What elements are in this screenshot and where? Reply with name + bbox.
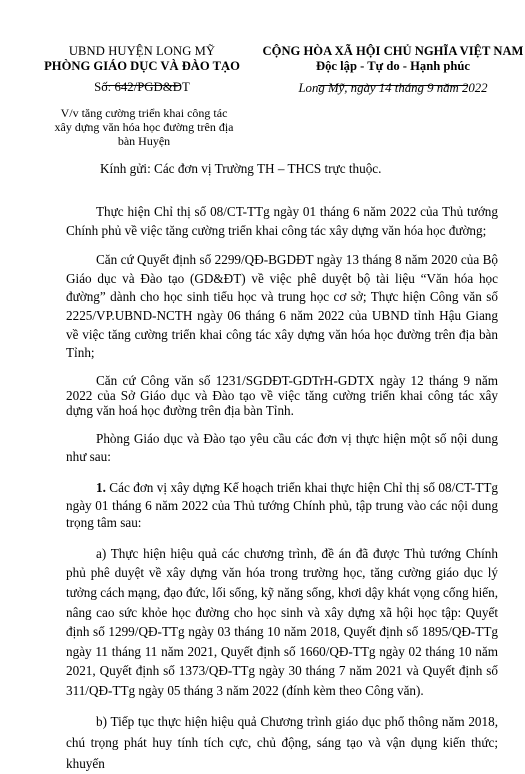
item-number: 1. [96, 479, 106, 495]
paragraph-item-b: b) Tiếp tục thực hiện hiệu quả Chương trình giáo dục phổ thông năm 2018, chú trọng phát huy tính tích cực, chủ động, sáng tạo và vận dụng kiến thức; khuyến [66, 714, 498, 772]
paragraph-item-1 [66, 479, 498, 532]
document-subject: V/v tăng cường triển khai công tác xây dựng văn hóa học đường trên địa bàn Huyện [54, 106, 234, 148]
item-text: Các đơn vị xây dựng Kế hoạch triển khai thực hiện Chỉ thị số 08/CT-TTg ngày 01 tháng 6 năm 2022 của Thủ tướng Chính phủ, tập trung vào các nội dung trọng tâm sau: [66, 479, 498, 531]
document-body [66, 203, 498, 774]
place-date: Long Mỹ, ngày 14 tháng 9 năm 2022 [298, 81, 488, 95]
agency-name: PHÒNG GIÁO DỤC VÀ ĐÀO TẠO [44, 59, 240, 73]
paragraph-legal-basis-1: Căn cứ Quyết định số 2299/QĐ-BGDĐT ngày 13 tháng 8 năm 2020 của Bộ Giáo dục và Đào tạo (GD&ĐT) về việc phê duyệt bộ tài liệu “Văn hóa học đường” dành cho học sinh tiểu học và trung học cơ sở; Thực hiện Công văn số 2225/VP.UBND-NCTH ngày 06 tháng 6 năm 2022 của UBND tỉnh Hậu Giang về việc tăng cường triển khai công tác xây dựng văn hóa học đường trên địa bàn Tỉnh; [66, 252, 498, 361]
national-motto: Độc lập - Tự do - Hạnh phúc [316, 59, 470, 73]
country-name: CỘNG HÒA XÃ HỘI CHỦ NGHĨA VIỆT NAM [262, 44, 524, 58]
document-number: Số: 642/PGD&ĐT [94, 80, 190, 94]
paragraph-request: Phòng Giáo dục và Đào tạo yêu cầu các đơn vị thực hiện một số nội dung như sau: [66, 430, 498, 465]
paragraph-item-a: a) Thực hiện hiệu quả các chương trình, đề án đã được Thủ tướng Chính phủ phê duyệt về xây dựng văn hóa trong trường học, tăng cường giáo dục lý tưởng cách mạng, đạo đức, lối sống, kỹ năng sống, khơi dậy khát vọng cống hiến, nâng cao sức khỏe học đường cho học sinh và xây dựng xã hội học tập: Quyết định số 1299/QĐ-TTg ngày 03 tháng 10 năm 2018, Quyết định số 1895/QĐ-TTg ngày 11 tháng 11 năm 2021, Quyết định số 1660/QĐ-TTg ngày 02 tháng 10 năm 2021, Quyết định số 1373/QĐ-TTg ngày 30 tháng 7 năm 2021 và Quyết định số 311/QĐ-TTg ngày 05 tháng 3 năm 2022 (đính kèm theo Công văn). [66, 545, 498, 698]
recipient-line: Kính gửi: Các đơn vị Trường TH – THCS trực thuộc. [100, 161, 382, 176]
parent-agency-name: UBND HUYỆN LONG MỸ [68, 44, 216, 58]
paragraph-legal-basis-2: Căn cứ Công văn số 1231/SGDĐT-GDTrH-GDTX ngày 12 tháng 9 năm 2022 của Sở Giáo dục và Đào tạo về việc tăng cường triển khai công tác xây dựng văn hoá học đường trên địa bàn Tỉnh. [66, 372, 498, 418]
paragraph-directive: Thực hiện Chỉ thị số 08/CT-TTg ngày 01 tháng 6 năm 2022 của Thủ tướng Chính phủ về việc tăng cường triển khai công tác xây dựng văn hóa học đường; [66, 204, 498, 238]
